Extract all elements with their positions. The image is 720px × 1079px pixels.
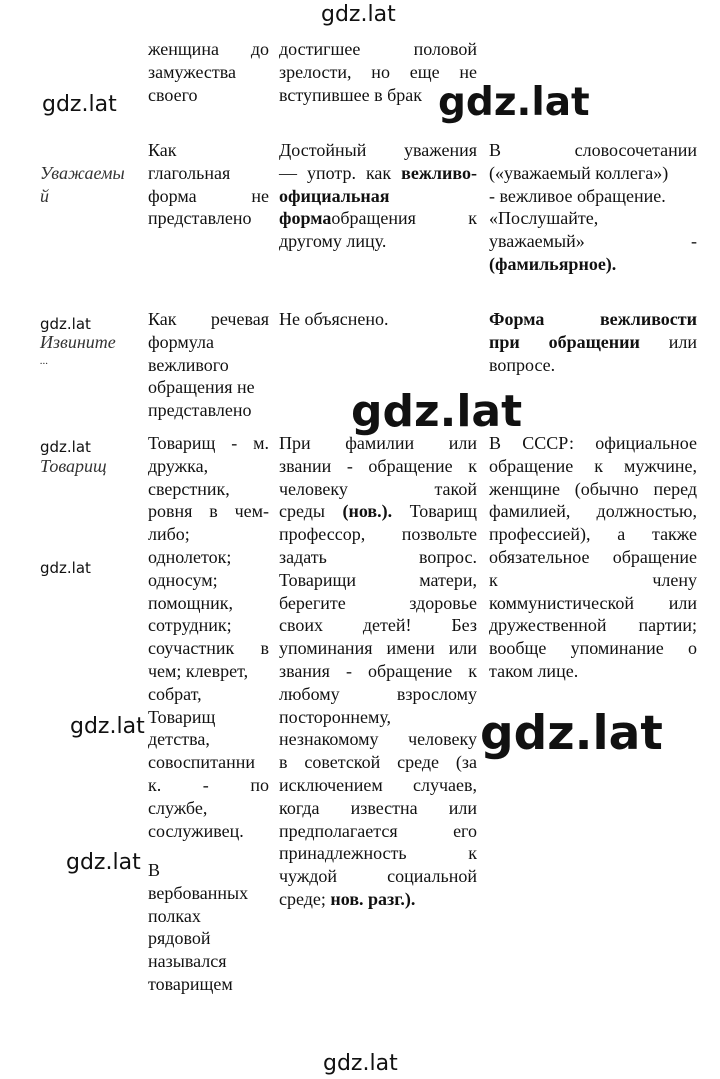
watermark-left-4: gdz.lat [40, 559, 91, 577]
watermark-top: gdz.lat [321, 2, 396, 27]
row1-col2: Как глагольная форма не представлено [148, 140, 269, 229]
watermark-left-5: gdz.lat [70, 714, 145, 739]
row1-col4: В словосочетании («уважаемый коллега») - вежливое обращение. «Послушайте, уважаемый» - (фамильярное). [489, 140, 697, 274]
row0-col2: женщина до замужества своего [148, 39, 269, 105]
watermark-left-1: gdz.lat [42, 92, 117, 117]
watermark-left-3: gdz.lat [40, 438, 91, 456]
watermark-big-center: gdz.lat [351, 386, 523, 437]
row2-col2: Как речевая формула вежливого обращения не представлено [148, 309, 269, 421]
watermark-big-right: gdz.lat [480, 706, 663, 761]
watermark-left-6: gdz.lat [66, 850, 141, 875]
row3-col2: Товарищ - м. дружка, сверстник, ровня в чем- либо; однолеток; односум; помощник, сотрудник; соучастник в чем; клеврет, собрат, Товарищ детства, совоспитанни к. - по службе, сослуживец. [148, 433, 269, 841]
row3-col4: В СССР: официальное обращение к мужчине, женщине (обычно перед фамилией, должностью, профессией), а также обязательное обращение к члену коммунистической или дружественной партии; вообще упоминание о таком лице. [489, 433, 697, 681]
row2-col4: Форма вежливости при обращении или вопросе. [489, 309, 697, 375]
row3-word: Товарищ [40, 456, 107, 476]
row3-col3: При фамилии или звании - обращение к человеку такой среды (нов.). Товарищ профессор, позвольте задать вопрос. Товарищи матери, берегите здоровье своих детей! Без упоминания имени или звания - обращение к любому взрослому постороннему, незнакомому человеку в советской среде (за исключением случаев, когда известна или предполагается его принадлежность к чуждой социальной среде; нов. разг.). [279, 433, 477, 909]
row1-col3: Достойный уважения — употр. как вежливо- официальная формаобращения к другому лицу. [279, 140, 477, 252]
watermark-left-2: gdz.lat [40, 315, 91, 333]
row2-word: Извините ... [40, 332, 116, 367]
row3-col2-extra: В вербованных полках рядовой назывался товарищем [148, 860, 249, 994]
watermark-bottom: gdz.lat [323, 1051, 398, 1076]
row2-col3: Не объяснено. [279, 309, 389, 329]
row0-col3: достигшее половой зрелости, но еще не вступившее в брак [279, 39, 477, 105]
row1-word: Уважаемы й [40, 163, 125, 206]
watermark-big-1: gdz.lat [438, 83, 594, 122]
